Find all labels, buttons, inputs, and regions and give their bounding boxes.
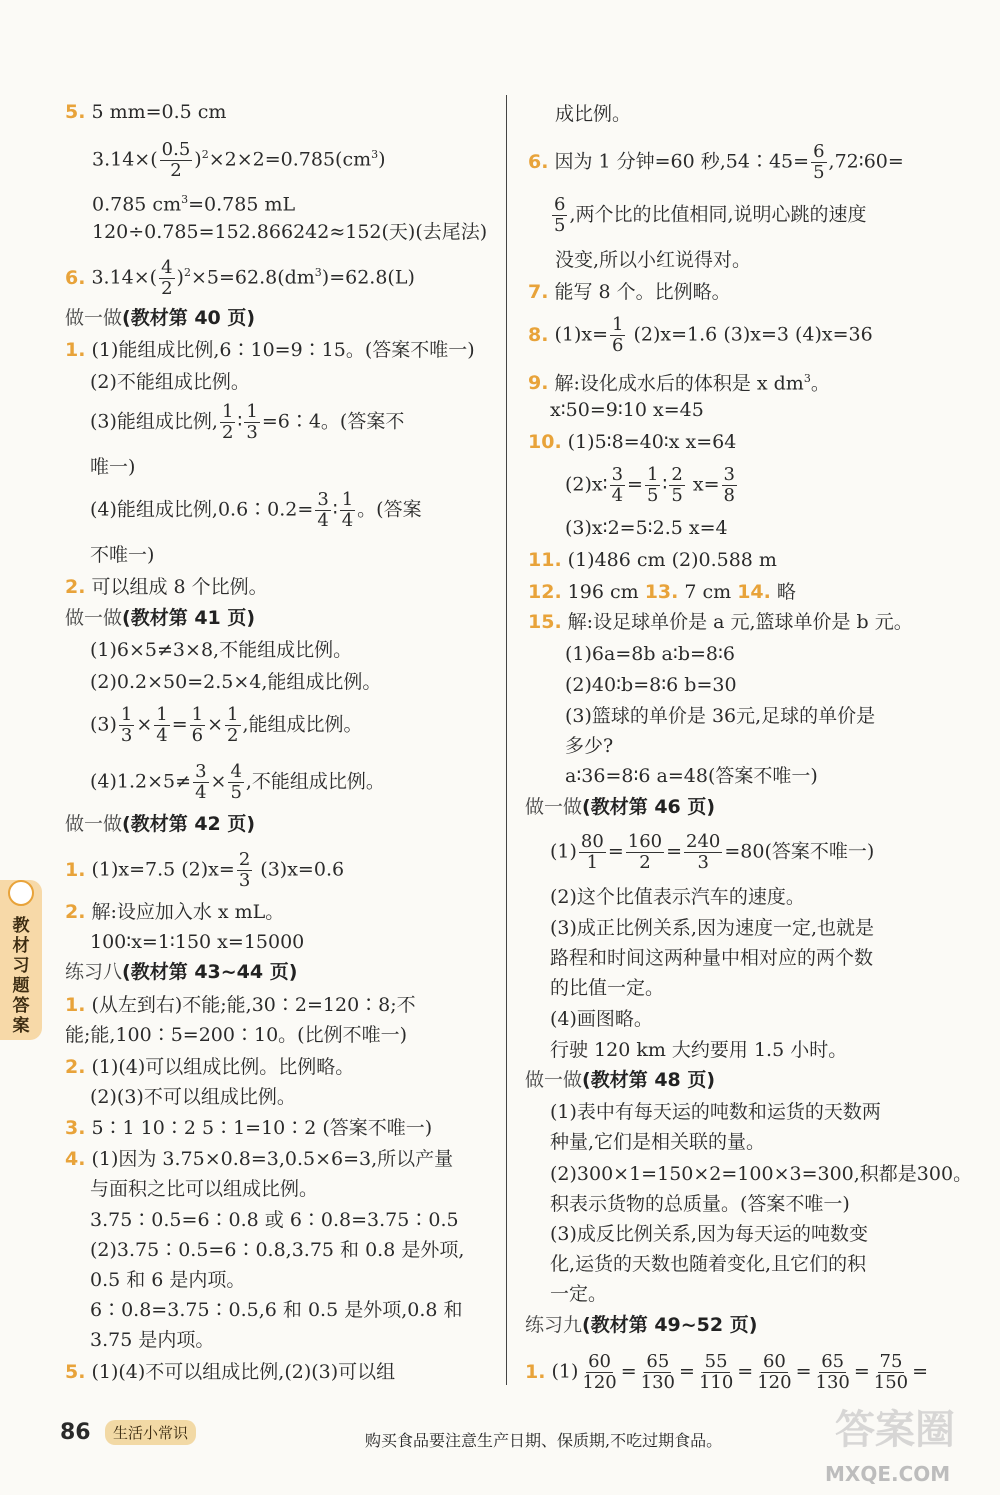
answer-line: 7. 能写 8 个。比例略。 xyxy=(528,281,731,303)
fraction: $\frac{4}{5}$ xyxy=(230,761,242,803)
fraction: $\frac{2}{5}$ xyxy=(671,464,683,506)
fraction: $\frac{3}{4}$ xyxy=(611,464,624,506)
fraction: $\frac{1}{3}$ xyxy=(246,401,258,443)
answer-line: (1)表中有每天运的吨数和运货的天数两 xyxy=(550,1101,881,1123)
answer-line: 不唯一) xyxy=(90,544,155,566)
section-heading: 做一做(教材第 48 页) xyxy=(525,1069,716,1091)
answer-line: (3) $\frac{1}{3}$ × $\frac{1}{4}$ = $\frac{1}{6}$ × $\frac{1}{2}$ ,能组成比例。 xyxy=(90,704,363,746)
answer-line: (2)3.75∶0.5=6∶0.8,3.75 和 0.8 是外项, xyxy=(90,1239,465,1261)
answer-line: 路程和时间这两种量中相对应的两个数 xyxy=(550,947,874,969)
fraction: $\frac{3}{4}$ xyxy=(317,489,329,531)
answer-line: 行驶 120 km 大约要用 1.5 小时。 xyxy=(550,1039,848,1061)
fraction: $\frac{60}{120}$ xyxy=(582,1351,617,1393)
answer-line: 12. 196 cm 13. 7 cm 14. 略 xyxy=(528,581,796,603)
answer-line: 5. (1)(4)不可以组成比例,(2)(3)可以组 xyxy=(65,1361,396,1383)
answer-line: 2. (1)(4)可以组成比例。比例略。 xyxy=(65,1056,355,1078)
answer-line: (2)x∶ $\frac{3}{4}$ = $\frac{1}{5}$ ∶ $\frac{2}{5}$ x= $\frac{3}{8}$ xyxy=(565,464,735,506)
answer-line: (2)300×1=150×2=100×3=300,积都是300。 xyxy=(550,1163,973,1185)
answer-line: 4. (1)因为 3.75×0.8=3,0.5×6=3,所以产量 xyxy=(65,1148,454,1170)
answer-line: 6∶0.8=3.75∶0.5,6 和 0.5 是外项,0.8 和 xyxy=(90,1299,463,1321)
answer-line: (4)画图略。 xyxy=(550,1008,653,1030)
fraction: $\frac{4}{2}$ xyxy=(161,257,173,299)
answer-line: 10. (1)5∶8=40∶x x=64 xyxy=(528,431,737,453)
fraction: $\frac{1}{6}$ xyxy=(191,704,204,746)
section-heading: 做一做(教材第 42 页) xyxy=(65,813,256,835)
watermark-url: MXQE.COM xyxy=(825,1462,951,1486)
section-heading: 做一做(教材第 40 页) xyxy=(65,307,256,329)
sidebar-label: 教材习题答案 xyxy=(12,916,30,1036)
answer-line: (2)0.2×50=2.5×4,能组成比例。 xyxy=(90,671,382,693)
answer-line: 6. 因为 1 分钟=60 秒,54∶45= $\frac{6}{5}$ ,72∶60= xyxy=(528,141,904,183)
answer-line: 2. 解:设应加入水 x mL。 xyxy=(65,901,285,923)
fraction: $\frac{3}{8}$ xyxy=(723,464,735,506)
fraction: $\frac{240}{3}$ xyxy=(686,831,721,873)
answer-line: a∶36=8∶6 a=48(答案不唯一) xyxy=(565,765,818,787)
answer-line: 8. (1)x= $\frac{1}{6}$ (2)x=1.6 (3)x=3 (4)x=36 xyxy=(528,314,873,356)
fraction: $\frac{1}{5}$ xyxy=(646,464,659,506)
answer-line: 一定。 xyxy=(550,1283,608,1305)
answer-line: 能;能,100∶5=200∶10。(比例不唯一) xyxy=(65,1024,407,1046)
answer-line: 100∶x=1∶150 x=15000 xyxy=(90,931,305,953)
fraction: $\frac{160}{2}$ xyxy=(627,831,663,873)
answer-line: 6. 3.14×( $\frac{4}{2}$ )$^2\times 5=62.8(dm^3)=62.8(L)$ xyxy=(65,257,415,299)
rabbit-icon xyxy=(8,880,34,906)
answer-line: (1) $\frac{80}{1}$ = $\frac{160}{2}$ = $\frac{240}{3}$ =80(答案不唯一) xyxy=(550,831,875,873)
column-divider xyxy=(506,95,507,1385)
footer-tip: 购买食品要注意生产日期、保质期,不吃过期食品。 xyxy=(365,1431,723,1450)
section-heading: 做一做(教材第 46 页) xyxy=(525,796,716,818)
answer-line: 唯一) xyxy=(90,456,136,478)
answer-line: (3)成正比例关系,因为速度一定,也就是 xyxy=(550,917,874,939)
section-heading: 练习九(教材第 49~52 页) xyxy=(525,1314,758,1336)
formula-line: 120÷0.785=152.866242≈152(天)(去尾法) xyxy=(92,221,488,243)
fraction: $\frac{75}{150}$ xyxy=(873,1351,909,1393)
answer-line: 5. 5 mm=0.5 cm xyxy=(65,101,227,123)
fraction: $\frac{1}{4}$ xyxy=(156,704,168,746)
watermark: 答案圈 xyxy=(835,1407,955,1453)
answer-line: 3.75 是内项。 xyxy=(90,1329,215,1351)
fraction: $\frac{1}{4}$ xyxy=(341,489,354,531)
answer-line: 与面积之比可以组成比例。 xyxy=(90,1178,319,1200)
answer-line: 15. 解:设足球单价是 a 元,篮球单价是 b 元。 xyxy=(528,611,913,633)
answer-line: 1. (1)x=7.5 (2)x= $\frac{2}{3}$ (3)x=0.6 xyxy=(65,849,345,891)
fraction: $\frac{60}{120}$ xyxy=(757,1351,792,1393)
tip-badge: 生活小常识 xyxy=(105,1420,196,1445)
answer-line: 1. (1) $\frac{60}{120}$ = $\frac{65}{130}$ = $\frac{55}{110}$ = $\frac{60}{120}$ = $\frac{65}{130}$ = $\frac{75}{150}$ = xyxy=(525,1351,929,1393)
answer-line: 11. (1)486 cm (2)0.588 m xyxy=(528,549,777,571)
section-heading: 练习八(教材第 43~44 页) xyxy=(65,961,298,983)
fraction: $\frac{6}{5}$ xyxy=(813,141,825,183)
answer-line: 1. (从左到右)不能;能,30∶2=120∶8;不 xyxy=(65,994,416,1016)
fraction: $\frac{1}{2}$ xyxy=(221,401,234,443)
answer-line: 成比例。 xyxy=(555,103,632,125)
fraction: $\frac{3}{4}$ xyxy=(195,761,207,803)
fraction: $\frac{6}{5}$ xyxy=(554,194,566,236)
fraction: $\frac{1}{6}$ xyxy=(612,314,624,356)
answer-line: 的比值一定。 xyxy=(550,977,665,999)
fraction: $\frac{2}{3}$ xyxy=(238,849,251,891)
formula-line: 3.14×( $\frac{0.5}{2}$ )$^2\times 2\times 2=0.785(cm^3)$ xyxy=(92,139,386,181)
answer-line: (3)篮球的单价是 36元,足球的单价是 xyxy=(565,705,876,727)
fraction: $\frac{55}{110}$ xyxy=(698,1351,734,1393)
answer-line: (2)(3)不可以组成比例。 xyxy=(90,1086,296,1108)
answer-line: (2)不能组成比例。 xyxy=(90,371,250,393)
answer-line: (2)40∶b=8∶6 b=30 xyxy=(565,674,737,696)
answer-line: 9. 解:设化成水后的体积是 x $dm^3$。 xyxy=(528,372,830,395)
answer-line: (1)6×5≠3×8,不能组成比例。 xyxy=(90,639,353,661)
answer-line: $\frac{6}{5}$ ,两个比的比值相同,说明心跳的速度 xyxy=(554,194,867,236)
answer-line: (3)成反比例关系,因为每天运的吨数变 xyxy=(550,1223,868,1245)
answer-line: 积表示货物的总质量。(答案不唯一) xyxy=(550,1193,850,1215)
answer-line: 0.5 和 6 是内项。 xyxy=(90,1269,246,1291)
section-heading: 做一做(教材第 41 页) xyxy=(65,607,256,629)
answer-line: 1. (1)能组成比例,6∶10=9∶15。(答案不唯一) xyxy=(65,339,475,361)
answer-line: (2)这个比值表示汽车的速度。 xyxy=(550,886,805,908)
answer-line: (4)能组成比例,0.6∶0.2= $\frac{3}{4}$ ∶ $\frac{1}{4}$ 。(答案 xyxy=(90,489,422,531)
answer-line: 3.75∶0.5=6∶0.8 或 6∶0.8=3.75∶0.5 xyxy=(90,1209,459,1231)
fraction: $\frac{65}{130}$ xyxy=(815,1351,850,1393)
answer-line: (3)能组成比例, $\frac{1}{2}$ ∶ $\frac{1}{3}$ =6∶4。(答案不 xyxy=(90,401,405,443)
answer-line: 化,运货的天数也随着变化,且它们的积 xyxy=(550,1253,867,1275)
formula-line: 0.785 $cm^3=0.785$ mL xyxy=(92,193,296,216)
answer-line: (3)x∶2=5∶2.5 x=4 xyxy=(565,517,728,539)
answer-line: 多少? xyxy=(565,735,614,757)
answer-line: x∶50=9∶10 x=45 xyxy=(550,399,704,421)
fraction: $\frac{65}{130}$ xyxy=(640,1351,676,1393)
fraction: $\frac{0.5}{2}$ xyxy=(161,139,191,181)
answer-line: 3. 5∶1 10∶2 5∶1=10∶2 (答案不唯一) xyxy=(65,1117,433,1139)
fraction: $\frac{80}{1}$ xyxy=(580,831,604,873)
answer-line: (4)1.2×5≠ $\frac{3}{4}$ × $\frac{4}{5}$ ,不能组成比例。 xyxy=(90,761,385,803)
answer-line: 种量,它们是相关联的量。 xyxy=(550,1131,766,1153)
answer-line: 2. 可以组成 8 个比例。 xyxy=(65,576,268,598)
fraction: $\frac{1}{3}$ xyxy=(120,704,133,746)
page-number: 86 xyxy=(60,1420,91,1445)
fraction: $\frac{1}{2}$ xyxy=(227,704,239,746)
answer-line: (1)6a=8b a∶b=8∶6 xyxy=(565,643,736,665)
answer-line: 没变,所以小红说得对。 xyxy=(555,249,752,271)
